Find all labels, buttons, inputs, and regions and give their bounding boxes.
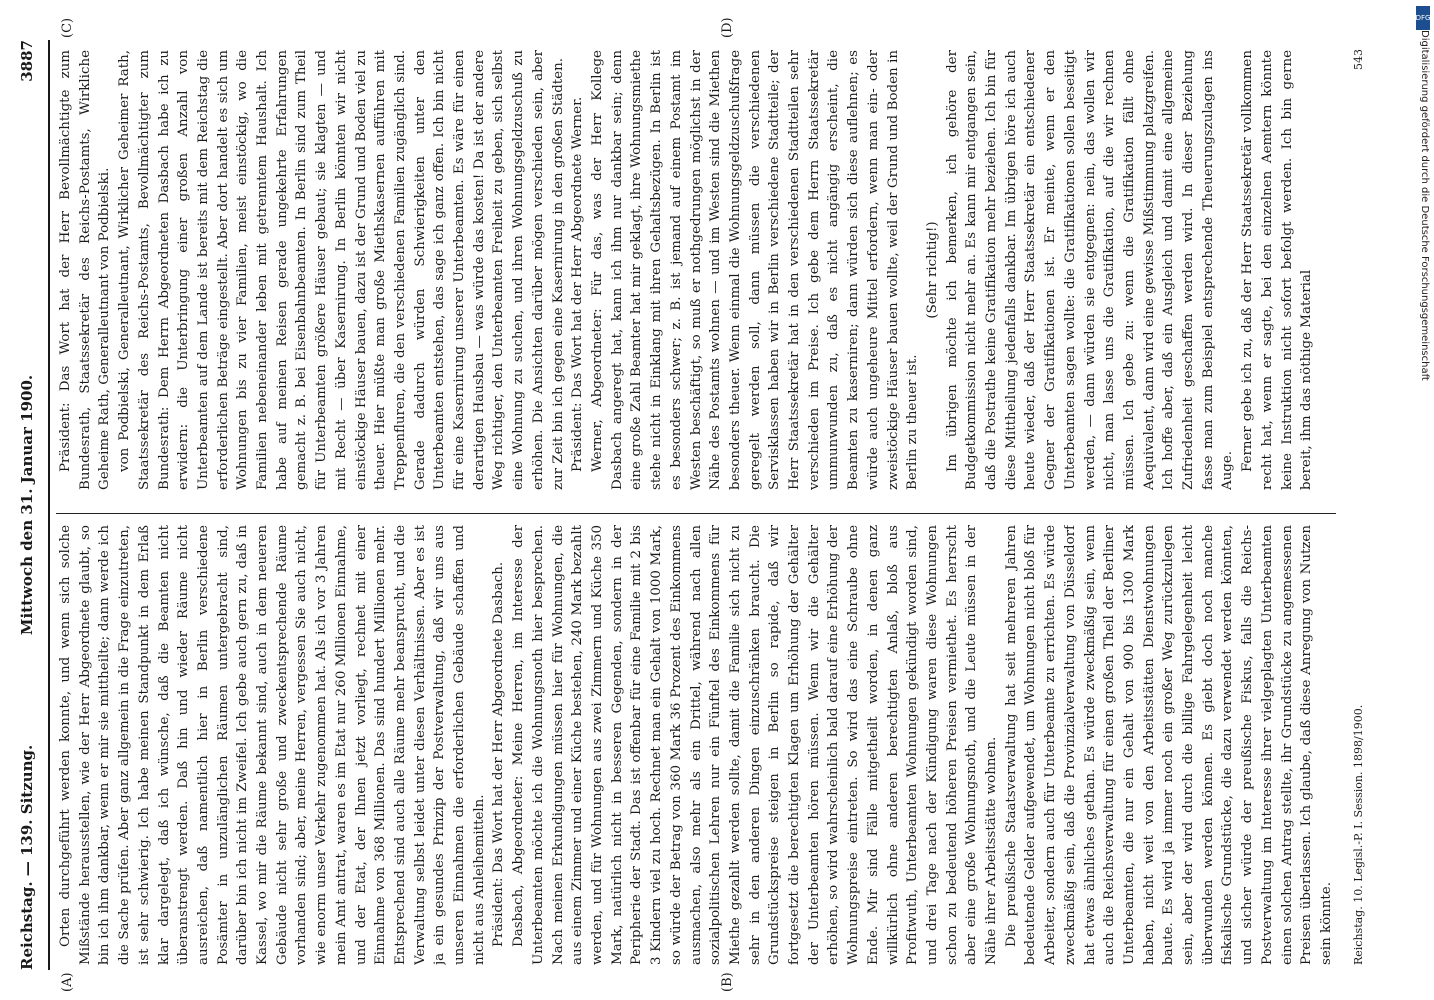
- paragraph: Ferner gebe ich zu, daß der Herr Staatssekretär vollkommen recht hat, wenn er sagte, bei den einzelnen Aemtern könnte keine Instruktion nicht sofort befolgt werden. Ich bin gerne bereit, ihm das nöthige Material: [1240, 50, 1315, 490]
- page-footer: Reichstag. 10. Legisl.-P. I. Session. 1898/1900.: [1352, 704, 1365, 965]
- header-left: Reichstag. — 139. Sitzung.: [18, 744, 36, 970]
- marker-d: (D): [720, 17, 735, 38]
- paragraph: Präsident: Das Wort hat der Herr Abgeordnete Werner.: [570, 96, 586, 472]
- credit-text: Digitalisierung gefördert durch die Deutsche Forschungsgemeinschaft: [1419, 30, 1430, 381]
- marker-a: (A): [60, 972, 75, 992]
- left-column: [56, 525, 1346, 965]
- paragraph: Präsident: Das Wort hat der Herr Bevollmächtigte zum Bundesrath, Staatssekretär des Reichs-Postamts, Wirkliche Geheime Rath, Generalleutnant von Podbielski.: [58, 50, 113, 490]
- column-divider: [56, 513, 1336, 514]
- paragraph: Werner, Abgeordneter: Für das, was der Herr Kollege Dasbach angeregt hat, kann ich ihm nur dankbar sein; denn eine große Zahl Beamter hat mir geklagt, ihre Wohnungsmiethe stehe nicht in Einklang mit ihren Gehaltsbezügen. In Berlin ist es besonders schwer; z. B. ist jemand auf einem Postamt im Westen beschäftigt, so muß er nothgedrungen möglichst in der Nähe des Postamts wohnen — und im Westen sind die Miethen besonders theuer. Wenn einmal die Wohnungsgeldzuschußfrage geregelt werden soll, dann müssen die verschiedenen Servisklassen haben wir in Berlin verschiedene Stadtteile; der Herr Staatssekretär hat in den verschiedenen Stadtteilen sehr verschieden im Preise. Ich gebe dem Herrn Staatssekretär ummunwunden zu, daß es nicht angängig erscheint, die Beamten zu kaserniren; dann würden sich diese auflehnen; es würde auch ungeheure Mittel erfordern, wenn man ein- oder zweistöckige Häuser bauen wollte, weil der Grund und Boden in Berlin zu theuer ist.: [589, 50, 921, 490]
- digitization-credit: [1416, 30, 1430, 970]
- marker-b: (B): [720, 972, 735, 992]
- right-column: [56, 50, 1346, 490]
- paragraph: Dasbach, Abgeordneter: Meine Herren, im Interesse der Unterbeamten möchte ich die Wohnungsnoth hier besprechen. Nach meinen Erkundigungen müssen hier für Wohnungen, die aus einem Zimmer und einer Küche bestehen, 240 Mark bezahlt werden, und für Wohnungen aus zwei Zimmern und Küche 350 Mark, natürlich nicht in besseren Gegenden, sondern in der Peripherie der Stadt. Das ist offenbar für eine Familie mit 2 bis 3 Kindern viel zu hoch. Rechnet man ein Gehalt von 1000 Mark, so würde der Betrag von 360 Mark 36 Prozent des Einkommens ausmachen, also mehr als ein Drittel, während nach allen sozialpolitischen Lehren nur ein Fünftel des Einkommens für Miethe gezahlt werden sollte, damit die Familie sich nicht zu sehr in den anderen Dingen einzuschränken braucht. Die Grundstückspreise steigen in Berlin so rapide, daß wir fortgesetzt die berechtigten Klagen um Erhöhung der Gehälter der Unterbeamten hören müssen. Wenn wir die Gehälter erhöhen, so wird wahrscheinlich bald darauf eine Erhöhung der Wohnungspreise eintreten. So wird das eine Schraube ohne Ende. Mir sind Fälle mitgetheilt worden, in denen ganz willkürlich ohne anderen berechtigten Anlaß, bloß aus Profitwuth, Unterbeamten Wohnungen gekündigt worden sind, und drei Tage nach der Kündigung waren diese Wohnungen schon zu bedeutend höheren Preisen vermiethet. Es herrscht aber eine große Wohnungsnoth, und die Leute müssen in der Nähe ihrer Arbeitsstätte wohnen.: [511, 525, 1000, 965]
- paragraph: von Podbielski, Generalleutnant, Wirklicher Geheimer Rath, Staatssekretär des Reichs-Postamts, Bevollmächtigter zum Bundesrath: Dem Herrn Abgeordneten Dasbach habe ich zu erwidern: die Unterbringung einer großen Anzahl von Unterbeamten auf dem Lande ist bereits mit dem Reichstag die erforderlichen Beträge eingestellt. Aber dort handelt es sich um Wohnungen bis zu vier Familien, meist einstöckig, wo die Familien nebeneinander leben mit getrenntem Haushalt. Ich habe auf meinen Reisen gerade ungekehrte Erfahrungen gemacht z. B. bei Eisenbahnbeamten. In Berlin sind zum Theil für Unterbeamten größere Häuser gebaut; sie klagten — und mit Recht — über Kasernirung. In Berlin könnten wir nicht einstöckige Häuser bauen, dazu ist der Grund und Boden viel zu theuer. Hier müßte man große Miethskasernen aufführen mit Treppenfluren, die den verschiedenen Familien zugänglich sind. Gerade dadurch würden Schwierigkeiten unter den Unterbeamten entstehen, das sage ich ganz offen. Ich bin nicht für eine Kasernirung unserer Unterbeamten. Es wäre für einen derartigen Hausbau — was würde das kosten! Da ist der andere Weg richtiger, den Unterbeamten Freiheit zu geben, sich selbst eine Wohnung zu suchen, und ihren Wohnungsgeldzuschuß zu erhöhen. Die Ansichten darüber mögen verschieden sein, aber zur Zeit bin ich gegen eine Kasernirung in den großen Städten.: [117, 50, 566, 490]
- dfg-logo: DFG: [1416, 6, 1430, 30]
- marker-c: (C): [60, 17, 75, 38]
- header-date: Mittwoch den 31. Januar 1900.: [18, 374, 36, 636]
- page-header: [8, 40, 50, 970]
- page-number: 3887: [18, 40, 36, 82]
- paragraph: Präsident: Das Wort hat der Herr Abgeordnete Dasbach.: [491, 561, 507, 947]
- paragraph: Im übrigen möchte ich bemerken, ich gehöre der Budgetkommission nicht mehr an. Es kann mir entgangen sein, daß die Postrathe keine Gratifikation mehr beziehen. Ich bin für diese Mittheilung jedenfalls dankbar. Im übrigen höre ich auch heute wieder, daß der Herr Staatssekretär ein entschiedener Gegner der Gratifikationen ist. Er meinte, wenn er den Unterbeamten sagen wollte: die Gratifikationen sollen beseitigt werden, — dann würden sie entgegnen: nein, das wollen wir nicht, man lasse uns die Gratifikation, auf die wir rechnen müssen. Ich gebe zu: wenn die Gratifikation fällt ohne Aequivalent, dann wird eine gewisse Mißstimmung platzgreifen. Ich hoffe aber, daß ein Ausgleich und damit eine allgemeine Zufriedenheit geschaffen werden wird. In dieser Beziehung fasse man zum Beispiel entsprechende Theuerungszulagen ins Auge.: [944, 50, 1236, 490]
- paragraph: Orten durchgeführt werden konnte, und wenn sich solche Mißstände herausstellen, wie der Herr Abgeordnete glaubt, so bin ich ihm dankbar, wenn er mir sie mittheilte; dann werde ich die Sache prüfen. Aber ganz allgemein in die Frage einzutreten, ist sehr schwierig. Ich habe meinen Standpunkt in dem Erlaß klar dargelegt, daß ich wünsche, daß die Beamten nicht überanstrengt werden. Daß hin und wieder Räume nicht ausreichen, daß namentlich hier in Berlin verschiedene Posämter in unzulänglichen Räumen untergebracht sind, darüber bin ich nicht im Zweifel. Ich gebe auch gern zu, daß in Kassel, wo mir die Räume bekannt sind, auch in dem neueren Gebäude nicht sehr große und zweckentsprechende Räume vorhanden sind; aber, meine Herren, vergessen Sie auch nicht, wie enorm unser Verkehr zugenommen hat. Als ich vor 3 Jahren mein Amt antrat, waren es im Etat nur 260 Millionen Einnahme, und der Etat, der Ihnen jetzt vorliegt, rechnet mit einer Einnahme von 368 Millionen. Das sind hundert Millionen mehr. Entsprechend sind auch alle Räume mehr beansprucht, und die Verwaltung selbst leidet unter diesen Verhältnissen. Aber es ist ja ein gesundes Prinzip der Postverwaltung, daß wir uns aus unseren Einnahmen die erforderlichen Gebäude schaffen und nicht aus Anleihemitteln.: [58, 525, 487, 965]
- footer-number: 543: [1352, 49, 1365, 70]
- paragraph: Die preußische Staatsverwaltung hat seit mehreren Jahren bedeutende Gelder aufgewendet, um Wohnungen nicht bloß für Arbeiter, sondern auch für Unterbeamte zu errichten. Es würde zweckmäßig sein, daß die Provinzialverwaltung von Düsseldorf hat etwas ähnliches gethan. Es würde zweckmäßig sein, wenn auch die Reichsverwaltung für einen großen Theil der Berliner Unterbeamten, die nur ein Gehalt von 900 bis 1300 Mark haben, nicht weit von den Arbeitsstätten Dienstwohnungen baute. Es wird ja immer noch ein großer Weg zurückzulegen sein, aber der wird durch die billige Fahrgelegenheit leicht überwunden werden können. Es giebt doch noch manche fiskalische Grundstücke, die dazu verwendet werden könnten, und sicher würde der preußische Fiskus, falls die Reichs-Postverwaltung im Interesse ihrer vielgeplagten Unterbeamten einen solchen Antrag stellte, ihr Grundstücke zu angemessenen Preisen überlassen. Ich glaube, daß diese Anregung von Nutzen sein könnte.: [1003, 525, 1334, 965]
- interjection: (Sehr richtig!): [924, 221, 940, 319]
